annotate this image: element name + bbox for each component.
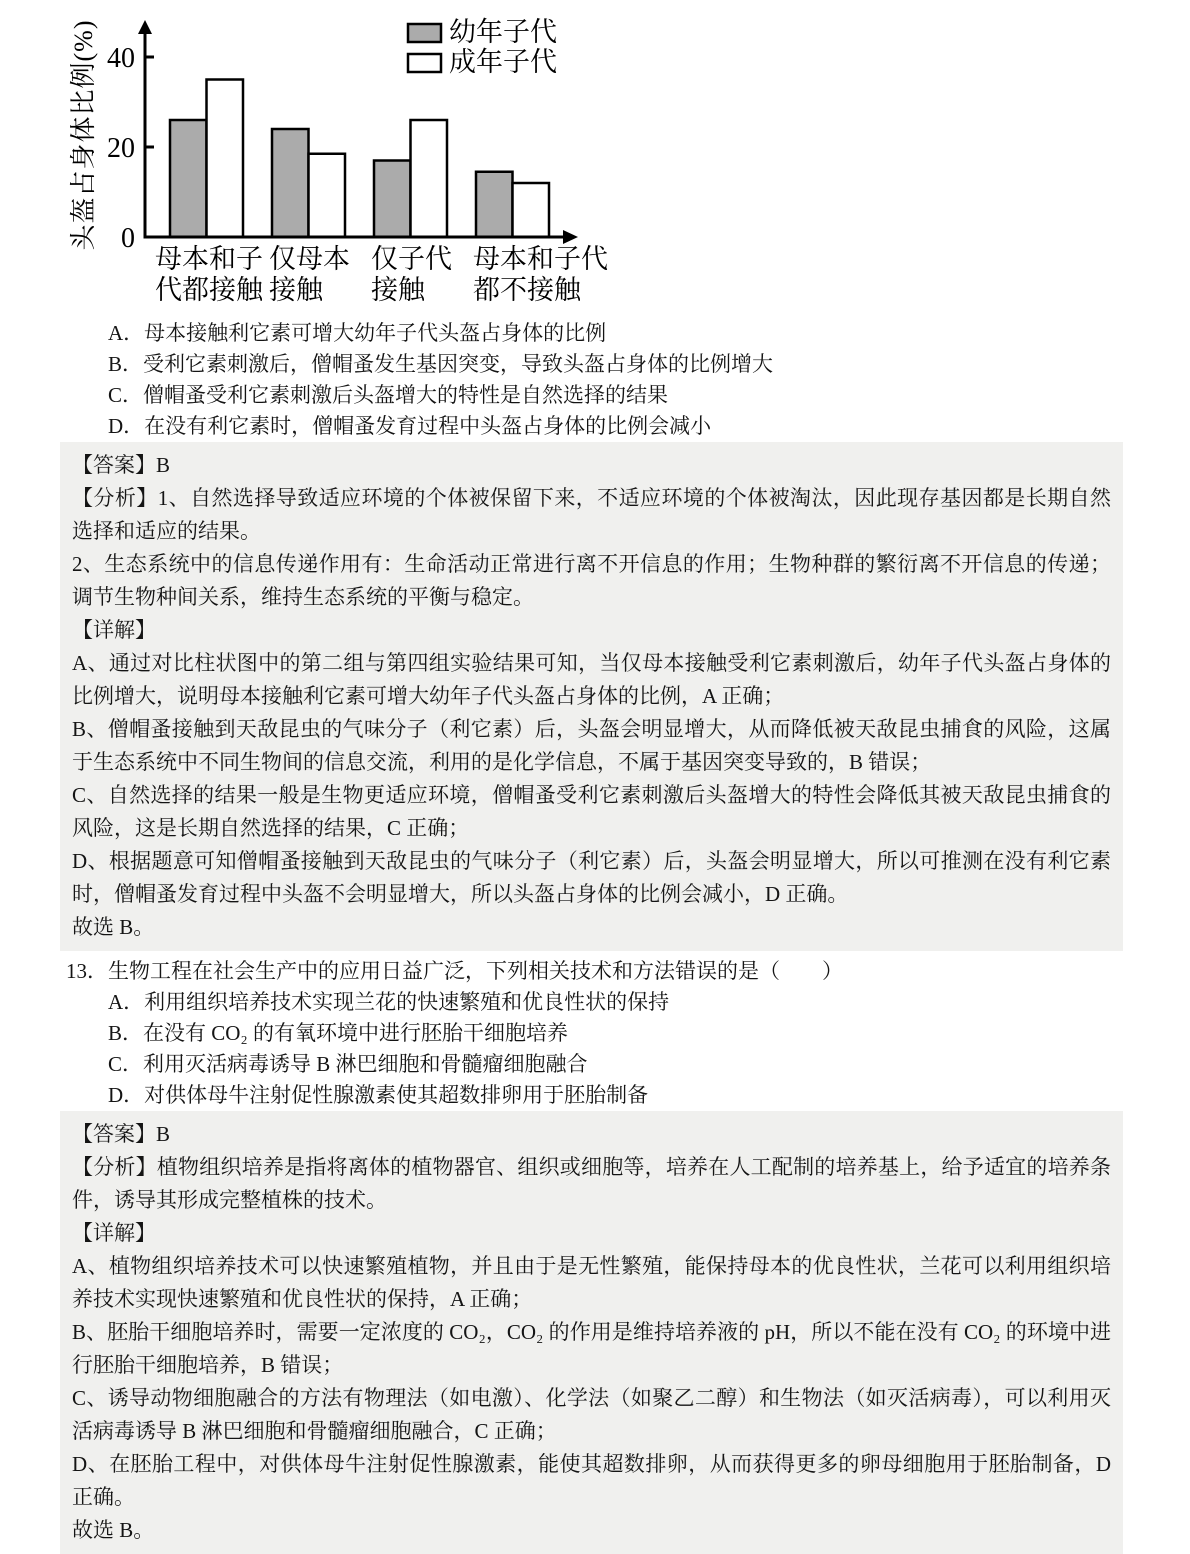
y-axis-title: 头盔占身体比例(%) <box>69 19 98 251</box>
question13-stem: 13．生物工程在社会生产中的应用日益广泛，下列相关技术和方法错误的是（ ） <box>66 959 843 983</box>
question13-option-a: A．利用组织培养技术实现兰花的快速繁殖和优良性状的保持 <box>108 990 670 1014</box>
question13-option-d: D．对供体母牛注射促性腺激素使其超数排卵用于胚胎制备 <box>108 1083 649 1107</box>
analysis-paragraph-2: 2、生态系统中的信息传递作用有：生命活动正常进行离不开信息的作用；生物种群的繁衍离不开信息的传递；调节生物种间关系，维持生态系统的平衡与稳定。 <box>72 552 1111 609</box>
answer-value: B <box>156 453 171 477</box>
analysis-paragraph-1 <box>72 482 1111 548</box>
x-category-4-line-1: 母本和子代 <box>473 244 608 274</box>
y-tick-label-20: 20 <box>107 133 135 164</box>
answer-block-q13 <box>60 1111 1123 1554</box>
y-axis-arrow <box>138 20 152 34</box>
analysis-label: 【分析】 <box>72 1155 157 1179</box>
question12-option-b: B．受利它素刺激后，僧帽蚤发生基因突变，导致头盔占身体的比例增大 <box>108 352 774 376</box>
legend-swatch-幼年子代 <box>408 24 441 42</box>
question13-option-c: C．利用灭活病毒诱导 B 淋巴细胞和骨髓瘤细胞融合 <box>108 1052 588 1076</box>
detail-paragraph-d: D、根据题意可知僧帽蚤接触到天敌昆虫的气味分子（利它素）后，头盔会明显增大，所以可推测在没有利它素时，僧帽蚤发育过程中头盔不会明显增大，所以头盔占身体的比例会减小，D 正确。 <box>72 849 1111 906</box>
question12-option-c: C．僧帽蚤受利它素刺激后头盔增大的特性是自然选择的结果 <box>108 383 669 407</box>
legend-swatch-成年子代 <box>408 54 441 72</box>
detail-paragraph-c: C、诱导动物细胞融合的方法有物理法（如电激）、化学法（如聚乙二醇）和生物法（如灭活病毒），可以利用灭活病毒诱导 B 淋巴细胞和骨髓瘤细胞融合，C 正确； <box>72 1386 1111 1443</box>
answer-label: 【答案】 <box>72 1122 156 1146</box>
detail-paragraph-a: A、植物组织培养技术可以快速繁殖植物，并且由于是无性繁殖，能保持母本的优良性状，兰花可以利用组织培养技术实现快速繁殖和优良性状的保持，A 正确； <box>72 1254 1111 1311</box>
analysis-text-1: 1、自然选择导致适应环境的个体被保留下来，不适应环境的个体被淘汰，因此现存基因都是长期自然选择和适应的结果。 <box>72 486 1112 543</box>
analysis-text: 植物组织培养是指将离体的植物器官、组织或细胞等，培养在人工配制的培养基上，给予适宜的培养条件，诱导其形成完整植株的技术。 <box>72 1155 1112 1212</box>
detail-label: 【详解】 <box>72 618 156 642</box>
helmet-ratio-bar-chart-svg <box>0 0 1190 318</box>
bar-幼年子代-group4 <box>476 172 513 237</box>
analysis-paragraph <box>72 1151 1111 1217</box>
bar-幼年子代-group1 <box>170 120 207 237</box>
answer-block-q12 <box>60 442 1123 951</box>
x-category-3-line-2: 接触 <box>371 275 425 305</box>
helmet-ratio-bar-chart <box>0 0 1190 318</box>
y-tick-label-40: 40 <box>107 43 135 74</box>
x-category-1-line-1: 母本和子 <box>155 244 263 274</box>
y-tick-label-0: 0 <box>121 223 135 254</box>
x-category-2-line-1: 仅母本 <box>269 244 350 274</box>
conclusion-line: 故选 B。 <box>72 1518 155 1542</box>
x-axis-arrow <box>563 230 578 244</box>
x-category-4-line-2: 都不接触 <box>473 275 581 305</box>
bar-成年子代-group4 <box>513 183 550 237</box>
x-category-1-line-2: 代都接触 <box>155 275 263 305</box>
legend-label-成年子代: 成年子代 <box>449 47 557 77</box>
question12-option-a: A．母本接触利它素可增大幼年子代头盔占身体的比例 <box>108 321 607 345</box>
detail-paragraph-a: A、通过对比柱状图中的第二组与第四组实验结果可知，当仅母本接触受利它素刺激后，幼年子代头盔占身体的比例增大，说明母本接触利它素可增大幼年子代头盔占身体的比例，A 正确； <box>72 651 1111 708</box>
legend-label-幼年子代: 幼年子代 <box>449 17 557 47</box>
detail-paragraph-c: C、自然选择的结果一般是生物更适应环境，僧帽蚤受利它素刺激后头盔增大的特性会降低其被天敌昆虫捕食的风险，这是长期自然选择的结果，C 正确； <box>72 783 1111 840</box>
question13 <box>60 956 1123 1111</box>
bar-成年子代-group2 <box>309 154 346 237</box>
detail-paragraph-b: B、僧帽蚤接触到天敌昆虫的气味分子（利它素）后，头盔会明显增大，从而降低被天敌昆虫捕食的风险，这属于生态系统中不同生物间的信息交流，利用的是化学信息，不属于基因突变导致的，B 错误； <box>72 717 1111 774</box>
detail-label: 【详解】 <box>72 1221 156 1245</box>
answer-value: B <box>156 1122 171 1146</box>
answer-line <box>72 449 1111 482</box>
x-category-3-line-1: 仅子代 <box>371 244 452 274</box>
detail-paragraph-d: D、在胚胎工程中，对供体母牛注射促性腺激素，能使其超数排卵，从而获得更多的卵母细胞用于胚胎制备，D 正确。 <box>72 1452 1111 1509</box>
question13-option-b: B．在没有 CO₂ 的有氧环境中进行胚胎干细胞培养 <box>108 1021 568 1045</box>
bar-成年子代-group1 <box>207 80 244 238</box>
answer-line <box>72 1118 1111 1151</box>
question12-option-d: D．在没有利它素时，僧帽蚤发育过程中头盔占身体的比例会减小 <box>108 414 712 438</box>
answer-label: 【答案】 <box>72 453 156 477</box>
bar-幼年子代-group3 <box>374 161 411 238</box>
x-category-2-line-2: 接触 <box>269 275 323 305</box>
question12-options <box>60 318 1123 442</box>
conclusion-line: 故选 B。 <box>72 915 155 939</box>
analysis-label: 【分析】 <box>72 486 158 510</box>
question13-options <box>60 987 1123 1111</box>
bar-幼年子代-group2 <box>272 129 309 237</box>
document-content <box>60 318 1123 1554</box>
detail-paragraph-b: B、胚胎干细胞培养时，需要一定浓度的 CO₂，CO₂ 的作用是维持培养液的 pH，所以不能在没有 CO₂ 的环境中进行胚胎干细胞培养，B 错误； <box>72 1320 1111 1377</box>
bar-成年子代-group3 <box>411 120 448 237</box>
